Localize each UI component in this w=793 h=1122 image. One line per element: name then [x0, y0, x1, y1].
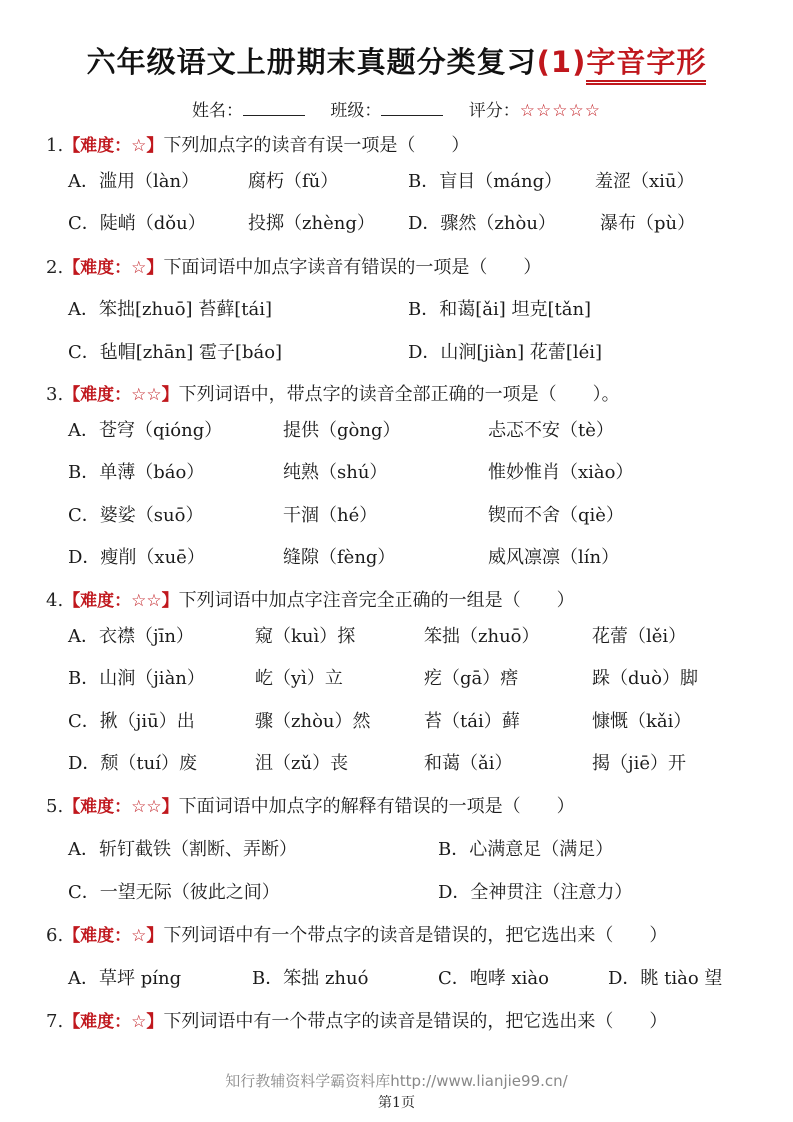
question-3-stem: [46, 383, 620, 407]
option-word: 揭（jiē）开: [592, 753, 686, 774]
question-text: 下列加点字的读音有误一项是（ ）: [163, 135, 470, 156]
option-c: C．婆娑（suō）: [68, 505, 204, 526]
option-d: D．眺 tiào 望: [608, 968, 723, 989]
option-word: 笨拙（zhuō）: [424, 626, 540, 647]
option-word: 惟妙惟肖（xiào）: [488, 462, 634, 483]
class-label: 班级：: [330, 101, 382, 121]
question-text: 下面词语中加点字读音有错误的一项是（ ）: [163, 257, 542, 278]
name-label: 姓名：: [191, 101, 243, 121]
page-title: [0, 40, 793, 81]
option-word: 沮（zǔ）丧: [255, 753, 349, 774]
footer-watermark: 知行教辅资料学霸资料库http://www.lianjie99.cn/: [225, 1072, 568, 1090]
option-word: 疙（gā）瘩: [424, 668, 519, 689]
page-number: 第1页: [378, 1095, 415, 1111]
question-number: 4.: [46, 590, 64, 611]
option-d: D．山涧[jiàn] 花蕾[léi]: [408, 342, 603, 363]
option-b: B．和蔼[ǎi] 坦克[tǎn]: [408, 299, 592, 320]
question-6-stem: [46, 924, 667, 948]
option-a: A．苍穹（qióng）: [68, 420, 223, 441]
question-4-stem: [46, 589, 575, 613]
option-b: B．笨拙 zhuó: [252, 968, 369, 989]
option-word: 提供（gòng）: [283, 420, 401, 441]
option-word: 干涸（hé）: [283, 505, 378, 526]
option-b: B．盲目（máng）: [408, 171, 563, 192]
question-number: 1.: [46, 135, 64, 156]
option-b: B．心满意足（满足）: [438, 839, 614, 860]
question-1-stem: [46, 134, 469, 158]
option-c: C．揪（jiū）出: [68, 711, 195, 732]
option-word: 腐朽（fǔ）: [248, 171, 339, 192]
title-main: 六年级语文上册期末真题分类复习: [86, 45, 537, 79]
title-subtitle: 字音字形: [586, 45, 706, 85]
option-c: C．陡峭（dǒu）: [68, 213, 206, 234]
option-word: 跺（duò）脚: [592, 668, 698, 689]
option-b: B．山涧（jiàn）: [68, 668, 205, 689]
option-word: 投掷（zhèng）: [248, 213, 375, 234]
option-d: D．全神贯注（注意力）: [438, 882, 633, 903]
difficulty-badge: 【难度：☆☆】: [63, 591, 179, 611]
option-word: 慷慨（kǎi）: [592, 711, 692, 732]
option-c: C．一望无际（彼此之间）: [68, 882, 280, 903]
option-word: 窥（kuì）探: [255, 626, 356, 647]
question-text: 下列词语中，带点字的读音全部正确的一项是（ ）。: [178, 384, 620, 405]
option-word: 屹（yì）立: [255, 668, 343, 689]
question-text: 下列词语中加点字注音完全正确的一组是（ ）: [178, 590, 575, 611]
question-text: 下面词语中加点字的解释有错误的一项是（ ）: [178, 796, 575, 817]
difficulty-badge: 【难度：☆☆】: [63, 385, 179, 405]
question-7-stem: [46, 1010, 667, 1034]
question-2-stem: [46, 256, 541, 280]
option-d: D．瘦削（xuē）: [68, 547, 205, 568]
option-word: 骤（zhòu）然: [255, 711, 371, 732]
option-a: A．衣襟（jīn）: [68, 626, 194, 647]
question-number: 3.: [46, 384, 64, 405]
option-word: 忐忑不安（tè）: [488, 420, 614, 441]
question-text: 下列词语中有一个带点字的读音是错误的，把它选出来（ ）: [163, 1011, 668, 1032]
option-word: 缝隙（fèng）: [283, 547, 396, 568]
option-word: 羞涩（xiū）: [595, 171, 695, 192]
option-d: D．骤然（zhòu）: [408, 213, 556, 234]
option-word: 瀑布（pù）: [600, 213, 696, 234]
option-c: C．毡帽[zhān] 雹子[báo]: [68, 342, 283, 363]
option-d: D．颓（tuí）废: [68, 753, 198, 774]
score-label: 评分：: [468, 101, 520, 121]
question-number: 2.: [46, 257, 64, 278]
difficulty-badge: 【难度：☆】: [63, 136, 164, 156]
option-a: A．斩钉截铁（割断、弄断）: [68, 839, 297, 860]
difficulty-badge: 【难度：☆☆】: [63, 797, 179, 817]
difficulty-badge: 【难度：☆】: [63, 926, 164, 946]
question-text: 下列词语中有一个带点字的读音是错误的，把它选出来（ ）: [163, 925, 668, 946]
difficulty-badge: 【难度：☆】: [63, 1012, 164, 1032]
option-word: 纯熟（shú）: [283, 462, 388, 483]
option-b: B．单薄（báo）: [68, 462, 205, 483]
question-number: 7.: [46, 1011, 64, 1032]
option-word: 苔（tái）藓: [424, 711, 520, 732]
student-info: [0, 96, 793, 121]
title-number: (1): [536, 45, 587, 79]
question-5-stem: [46, 795, 575, 819]
name-blank[interactable]: [243, 101, 305, 116]
option-a: A．笨拙[zhuō] 苔藓[tái]: [68, 299, 273, 320]
option-word: 威风凛凛（lín）: [488, 547, 620, 568]
option-word: 花蕾（lěi）: [592, 626, 687, 647]
option-c: C．咆哮 xiào: [438, 968, 549, 989]
question-number: 5.: [46, 796, 64, 817]
class-blank[interactable]: [381, 101, 443, 116]
option-word: 和蔼（ǎi）: [424, 753, 513, 774]
option-a: A．滥用（làn）: [68, 171, 200, 192]
question-number: 6.: [46, 925, 64, 946]
difficulty-badge: 【难度：☆】: [63, 258, 164, 278]
option-a: A．草坪 píng: [68, 968, 182, 989]
option-word: 锲而不舍（qiè）: [488, 505, 624, 526]
score-stars: ☆☆☆☆☆: [519, 101, 601, 121]
